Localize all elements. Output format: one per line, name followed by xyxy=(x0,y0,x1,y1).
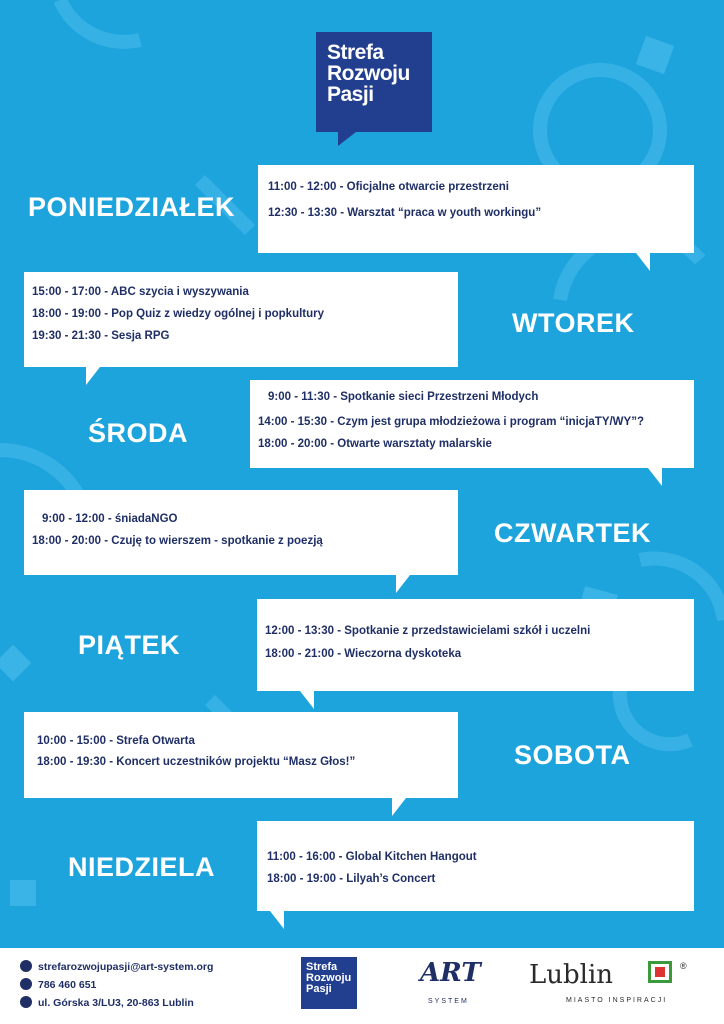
schedule-bubble-saturday xyxy=(24,712,458,798)
day-tuesday: WTOREK xyxy=(512,308,635,338)
contact-phone: 786 460 651 xyxy=(20,978,96,991)
event-line: 18:00 - 19:00 - Pop Quiz z wiedzy ogólnej i popkultury xyxy=(32,308,325,320)
schedule-bubble-sunday xyxy=(257,821,694,911)
event-line: 19:30 - 21:30 - Sesja RPG xyxy=(32,330,170,342)
contact-email[interactable]: strefarozwojupasji@art-system.org xyxy=(20,960,213,973)
schedule-bubble-tuesday xyxy=(24,272,458,367)
event-line: 15:00 - 17:00 - ABC szycia i wyszywania xyxy=(32,286,249,298)
footer-strefa-logo: Strefa Rozwoju Pasji xyxy=(301,957,357,1009)
day-friday: PIĄTEK xyxy=(78,630,181,660)
lublin-crest-icon xyxy=(648,961,672,983)
event-line: 18:00 - 20:00 - Otwarte warsztaty malarskie xyxy=(258,438,492,450)
phone-icon xyxy=(20,978,32,990)
schedule-bubble-thursday xyxy=(24,490,458,575)
event-line: 10:00 - 15:00 - Strefa Otwarta xyxy=(37,735,195,747)
lublin-logo: Lublin xyxy=(529,960,614,990)
art-system-logo: ART xyxy=(420,958,481,988)
event-line: 9:00 - 12:00 - śniadaNGO xyxy=(42,513,178,525)
event-line: 18:00 - 21:00 - Wieczorna dyskoteka xyxy=(265,648,462,660)
event-line: 12:00 - 13:30 - Spotkanie z przedstawicielami szkół i uczelni xyxy=(265,625,591,637)
schedule-bubble-monday xyxy=(258,165,694,253)
contact-address: ul. Górska 3/LU3, 20-863 Lublin xyxy=(20,996,194,1009)
strefa-logo: Strefa Rozwoju Pasji xyxy=(316,32,432,132)
registered-mark: ® xyxy=(680,961,687,971)
schedule-bubble-friday xyxy=(257,599,694,691)
mail-icon xyxy=(20,960,32,972)
schedule-bubble-wednesday xyxy=(250,380,694,468)
day-saturday: SOBOTA xyxy=(514,740,631,770)
day-thursday: CZWARTEK xyxy=(494,518,651,548)
day-wednesday: ŚRODA xyxy=(88,418,189,448)
event-line: 18:00 - 20:00 - Czuję to wierszem - spotkanie z poezją xyxy=(32,535,323,547)
event-line: 18:00 - 19:00 - Lilyah’s Concert xyxy=(267,873,436,885)
day-sunday: NIEDZIELA xyxy=(68,852,216,882)
location-pin-icon xyxy=(20,996,32,1008)
lublin-subtext: MIASTO INSPIRACJI xyxy=(566,997,668,1004)
day-monday: PONIEDZIAŁEK xyxy=(28,192,236,222)
art-system-subtext: SYSTEM xyxy=(428,998,469,1005)
event-line: 12:30 - 13:30 - Warsztat “praca w youth workingu” xyxy=(268,207,542,219)
event-line: 11:00 - 16:00 - Global Kitchen Hangout xyxy=(267,851,477,863)
event-line: 11:00 - 12:00 - Oficjalne otwarcie przestrzeni xyxy=(268,181,509,193)
event-line: 14:00 - 15:30 - Czym jest grupa młodzieżowa i program “inicjaTY/WY”? xyxy=(258,416,644,428)
event-line: 18:00 - 19:30 - Koncert uczestników projektu “Masz Głos!” xyxy=(37,756,356,768)
event-line: 9:00 - 11:30 - Spotkanie sieci Przestrzeni Młodych xyxy=(268,391,539,403)
